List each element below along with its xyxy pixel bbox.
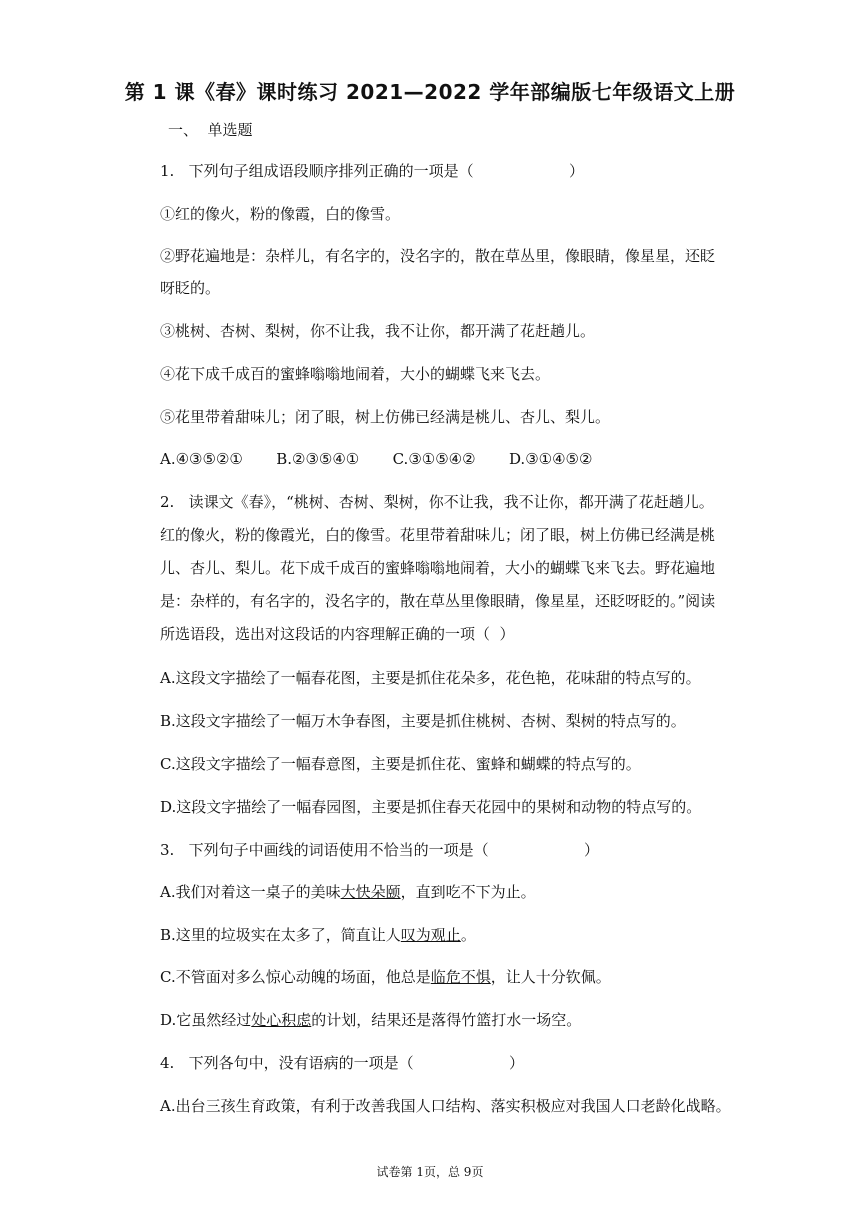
q3-c-underlined: 临危不惧 [430,968,491,986]
q3-d-text: D.它虽然经过 [160,1011,252,1029]
q3-d-underlined: 处心积虑 [251,1011,312,1029]
q4-stem: 4. 下列各句中，没有语病的一项是（ ） [160,1054,524,1072]
q3-d-text-end: 的计划，结果还是落得竹篮打水一场空。 [311,1011,582,1029]
q2-line-5: 所选语段，选出对这段话的内容理解正确的一项（ ） [160,625,515,643]
section-heading: 一、 单选题 [168,121,253,139]
q3-a-text: A.我们对着这一桌子的美味 [160,883,341,901]
q1-stem: 1. 下列句子组成语段顺序排列正确的一项是（ ） [160,162,584,180]
q2-line-3: 儿、杏儿、梨儿。花下成千成百的蜜蜂嗡嗡地闹着，大小的蝴蝶飞来飞去。野花遍地 [160,559,716,577]
q3-option-d [160,1010,581,1030]
q1-sentence-3: ③桃树、杏树、梨树，你不让我，我不让你，都开满了花赶趟儿。 [160,322,596,340]
q1-sentence-4: ④花下成千成百的蜜蜂嗡嗡地闹着，大小的蝴蝶飞来飞去。 [160,365,551,383]
page-title: 第 1 课《春》课时练习 2021—2022 学年部编版七年级语文上册 [124,80,736,104]
q2-option-a: A.这段文字描绘了一幅春花图，主要是抓住花朵多，花色艳，花味甜的特点写的。 [160,669,701,687]
q2-option-d: D.这段文字描绘了一幅春园图，主要是抓住春天花园中的果树和动物的特点写的。 [160,798,702,816]
q3-c-text-end: ，让人十分钦佩。 [490,968,611,986]
q1-sentence-2a: ②野花遍地是：杂样儿，有名字的，没名字的，散在草丛里，像眼睛，像星星，还眨 [160,247,716,265]
q1-options: A.④③⑤②① B.②③⑤④① C.③①⑤④② D.③①④⑤② [160,450,593,468]
q3-c-text: C.不管面对多么惊心动魄的场面，他总是 [160,968,431,986]
q3-option-a [160,882,536,902]
q1-sentence-1: ①红的像火，粉的像霞，白的像雪。 [160,205,401,223]
q2-line-2: 红的像火，粉的像霞光，白的像雪。花里带着甜味儿；闭了眼，树上仿佛已经满是桃 [160,526,716,544]
q3-stem: 3. 下列句子中画线的词语使用不恰当的一项是（ ） [160,841,599,859]
q2-line-4: 是：杂样的，有名字的，没名字的，散在草丛里像眼睛，像星星，还眨呀眨的。”阅读 [160,592,716,610]
q3-a-underlined: 大快朵颐 [340,883,401,901]
q1-sentence-5: ⑤花里带着甜味儿；闭了眼，树上仿佛已经满是桃儿、杏儿、梨儿。 [160,408,611,426]
q1-sentence-2b: 呀眨的。 [160,279,221,297]
q3-option-c [160,967,611,987]
q2-line-1: 2. 读课文《春》，“桃树、杏树、梨树，你不让我，我不让你，都开满了花赶趟儿。 [160,493,714,511]
q2-option-b: B.这段文字描绘了一幅万木争春图，主要是抓住桃树、杏树、梨树的特点写的。 [160,712,686,730]
q3-b-text-end: 。 [460,926,476,944]
q4-option-a: A.出台三孩生育政策，有利于改善我国人口结构、落实积极应对我国人口老龄化战略。 [160,1097,731,1115]
q3-option-b [160,925,476,945]
q3-b-underlined: 叹为观止 [400,926,461,944]
q2-option-c: C.这段文字描绘了一幅春意图，主要是抓住花、蜜蜂和蝴蝶的特点写的。 [160,755,641,773]
page-footer: 试卷第 1页，总 9页 [376,1165,484,1179]
q3-b-text: B.这里的垃圾实在太多了，简直让人 [160,926,401,944]
q3-a-text-end: ，直到吃不下为止。 [400,883,536,901]
